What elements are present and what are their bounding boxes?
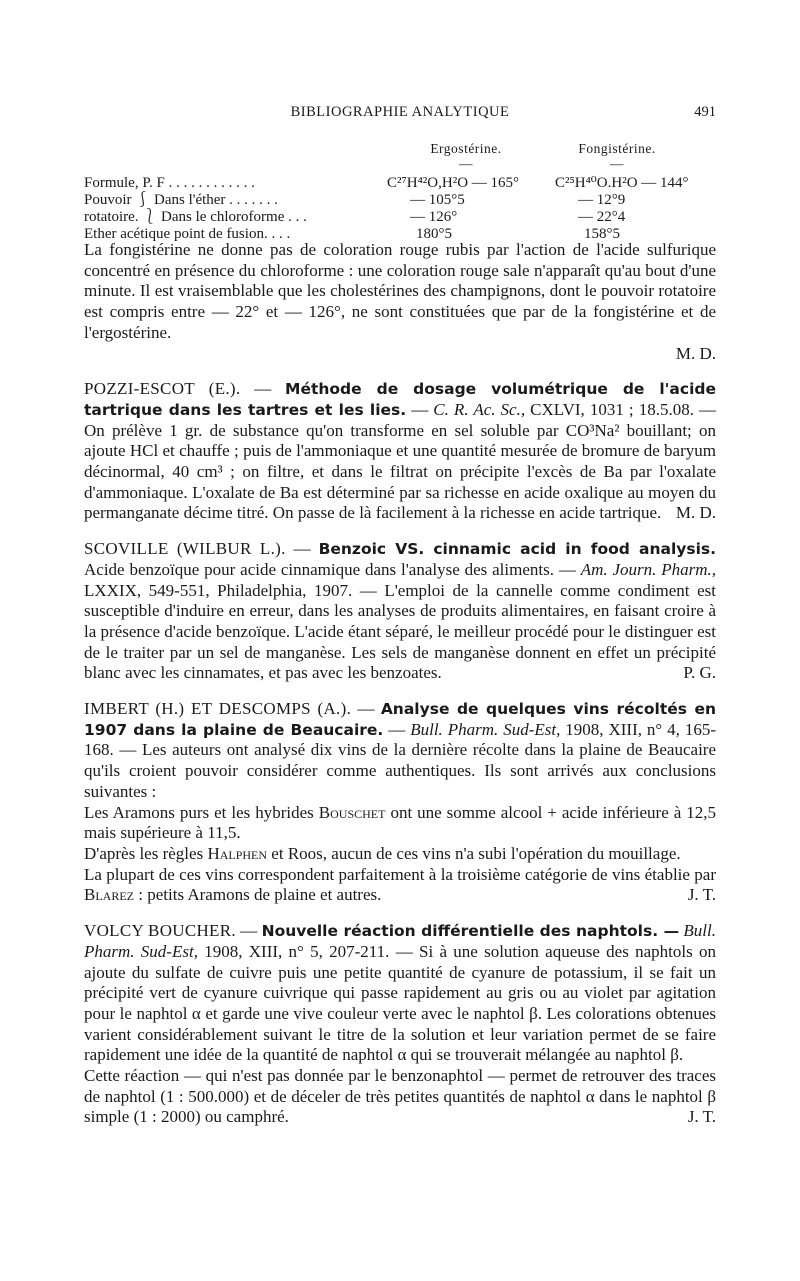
article-title: Analyse de quelques vins récoltés en 1907 dans la plaine de Beaucaire. <box>84 700 716 739</box>
separator: — <box>235 921 262 941</box>
author: IMBERT (H.) ET DESCOMPS (A.). <box>84 699 352 719</box>
row-label: Formule, P. F . . . . . . . . . . . . <box>84 175 255 191</box>
ergosterine-value: — 105°5 <box>410 192 465 208</box>
table-row-chloroforme <box>84 208 716 226</box>
author: POZZI-ESCOT (E.). <box>84 379 241 399</box>
fongisterine-value: — 22°4 <box>578 209 626 225</box>
proper-name: Bouschet <box>318 802 386 822</box>
text: Cette réaction — qui n'est pas donnée par le benzonaphtol — permet de retrouver des traces de naphtol (1 : 500.000) et de déceler de très petites quantités de naphtol α dans le naphtol β simple (1 : 2000) ou camphré. <box>84 1066 716 1127</box>
paragraph: POZZI-ESCOT (E.). — Méthode de dosage volumétrique de l'acide tartrique dans les tartres et les lies. — C. R. Ac. Sc., CXLVI, 1031 ; 18.5.08. — On prélève 1 gr. de substance qu'on transforme en sel soluble par CO³Na² bouillant; on ajoute HCl et chauffe ; puis de l'ammoniaque et une quantité mesurée de bromure de baryum décinormal, 40 cm³ ; on filtre, et dans le filtrat on précipite l'excès de Ba par l'oxalate d'ammoniaque. L'oxalate de Ba est déterminé par sa richesse en acide oxalique au moyen du permanganate décime titré. On passe de là facilement à la richesse en acide tartrique. M. D. <box>84 379 717 523</box>
paragraph: La fongistérine ne donne pas de coloration rouge rubis par l'action de l'acide sulfurique concentré en présence du chloroforme : une coloration rouge sale n'apparaît qu'au bout d'une minute. Il est vraisemblable que les cholestérines des champignons, dont le pouvoir rotatoire est compris entre — 22° et — 126°, ne sont constituées que par de la fongistérine et de l'ergostérine. <box>84 240 716 342</box>
author: SCOVILLE (WILBUR L.). <box>84 539 286 559</box>
paragraph: IMBERT (H.) ET DESCOMPS (A.). — Analyse de quelques vins récoltés en 1907 dans la plaine de Beaucaire. — Bull. Pharm. Sud-Est, 1908, XIII, n° 4, 165-168. — Les auteurs ont analysé dix vins de la dernière récolte dans la plaine de Beaucaire qu'ils croient pouvoir considérer comme authentiques. Ils sont arrivés aux conclusions suivantes : <box>84 699 717 801</box>
running-title: BIBLIOGRAPHIE ANALYTIQUE <box>290 104 510 120</box>
paragraph <box>84 539 716 684</box>
translated-title: Acide benzoïque pour acide cinnamique dans l'analyse des aliments. — <box>84 559 581 579</box>
article-title: Nouvelle réaction différentielle des naphtols. — <box>261 922 680 941</box>
fongisterine-value: C²⁵H⁴⁰O.H²O — 144° <box>555 175 689 191</box>
row-label: Ether acétique point de fusion. . . . <box>84 226 291 242</box>
article-scoville <box>84 539 716 684</box>
column-header-label: Fongistérine. <box>578 141 656 156</box>
abstract-text: L'emploi de la cannelle comme condiment est susceptible d'induire en erreur, dans les analyses de produits alimentaires, en faisant croire à la présence d'acide benzoïque. L'acide étant séparé, le meilleur procédé pour le distinguer est de le traiter par un sel de manganèse. Les sels de manganèse donnent en effet un précipité blanc avec les cinnamates, et pas avec les benzoates. <box>84 580 716 683</box>
separator: — <box>285 539 319 559</box>
reference: LXXIX, 549-551, Philadelphia, 1907. — <box>84 580 385 600</box>
table-row-ether <box>84 191 716 209</box>
table-row-formule <box>84 174 716 192</box>
intro-paragraph <box>84 240 716 364</box>
paragraph <box>84 865 716 906</box>
proper-name: Blarez <box>84 885 134 905</box>
column-header-dash: — <box>610 156 624 171</box>
source: Am. Journ. Pharm., <box>580 559 716 579</box>
reference: CXLVI, 1031 ; 18.5.08. — <box>525 399 717 419</box>
text: et Roos, aucun de ces vins n'a subi l'opération du mouillage. <box>267 843 681 863</box>
column-header-fongisterine <box>562 140 672 170</box>
ergosterine-value: C²⁷H⁴²O,H²O — 165° <box>387 175 520 191</box>
ergosterine-value: — 126° <box>410 209 458 225</box>
column-header-ergosterine <box>411 140 521 170</box>
article-title: Benzoic VS. cinnamic acid in food analysis. <box>318 540 717 559</box>
abstract-text: On prélève 1 gr. de substance qu'on transforme en sel soluble par CO³Na² bouillant; on ajoute HCl et chauffe ; puis de l'ammoniaque et une quantité mesurée de bromure de baryum décinormal, 40 cm³ ; on filtre, et dans le filtrat on précipite l'excès de Ba par l'oxalate d'ammoniaque. L'oxalate de Ba est déterminé par sa richesse en acide oxalique au moyen du permanganate décime titré. On passe de là facilement à la richesse en acide tartrique. <box>84 420 716 523</box>
reference: 1908, XIII, n° 5, 207-211. — <box>197 941 419 961</box>
signature: M. D. <box>675 343 716 363</box>
source: C. R. Ac. Sc., <box>433 399 526 419</box>
text: : petits Aramons de plaine et autres. <box>134 885 382 905</box>
signature: P. G. <box>683 663 716 683</box>
signature: J. T. <box>687 885 716 905</box>
column-header-dash: — <box>459 156 473 171</box>
source: Bull. Pharm. Sud-Est, <box>84 921 716 961</box>
article-pozzi-escot <box>84 379 716 524</box>
article-volcy-boucher <box>84 921 716 1128</box>
text: D'après les règles <box>84 843 208 863</box>
paragraph <box>84 803 716 844</box>
page-number: 491 <box>694 104 716 120</box>
column-header-label: Ergostérine. <box>430 141 502 156</box>
text: La plupart de ces vins correspondent parfaitement à la troisième catégorie de vins établie par <box>84 864 716 884</box>
separator: — <box>351 699 381 719</box>
ergosterine-value: 180°5 <box>416 226 452 242</box>
signature: J. T. <box>687 1107 716 1127</box>
body-text <box>84 240 716 1128</box>
running-head <box>84 104 716 124</box>
fongisterine-value: 158°5 <box>584 226 620 242</box>
signature: M. D. <box>675 503 716 523</box>
text: ont une somme alcool + acide inférieure à 12,5 mais supérieure à 11,5. <box>84 802 716 843</box>
reference: 1908, XIII, n° 4, 165-168. — <box>84 719 717 760</box>
separator: — <box>240 379 286 399</box>
proper-name: Halphen <box>207 843 268 863</box>
abstract-text: Les auteurs ont analysé dix vins de la dernière récolte dans la plaine de Beaucaire qu'ils croient pouvoir considérer comme authentiques. Ils sont arrivés aux conclusions suivantes : <box>84 740 717 801</box>
paragraph <box>84 921 716 1066</box>
paragraph <box>84 1066 716 1128</box>
article-imbert-descomps <box>84 699 716 906</box>
fongisterine-value: — 12°9 <box>578 192 626 208</box>
source: Bull. Pharm. Sud-Est, <box>410 719 561 739</box>
row-label: rotatoire. ⎱ Dans le chloroforme . . . <box>84 209 307 225</box>
abstract-text: Si à une solution aqueuse des naphtols on ajoute du sulfate de cuivre puis une petite quantité de cyanure de potassium, il se fait un précipité vert de cyanure cuivrique qui passe rapidement au gris ou au violet par agitation pour le naphtol α et garde une vive couleur verte avec le naphtol β. Les colorations obtenues varient considérablement suivant le titre de la solution et leur variation permet de se faire rapidement une idée de la quantité de naphtol α qui se trouverait mélangée au naphtol β. <box>84 941 716 1065</box>
text: Les Aramons purs et les hybrides <box>84 802 319 822</box>
article-title: Méthode de dosage volumétrique de l'acide tartrique dans les tartres et les lies. <box>84 380 716 419</box>
row-label: Pouvoir ⎰ Dans l'éther . . . . . . . <box>84 192 278 208</box>
paragraph <box>84 844 716 865</box>
author: VOLCY BOUCHER. <box>84 921 236 941</box>
